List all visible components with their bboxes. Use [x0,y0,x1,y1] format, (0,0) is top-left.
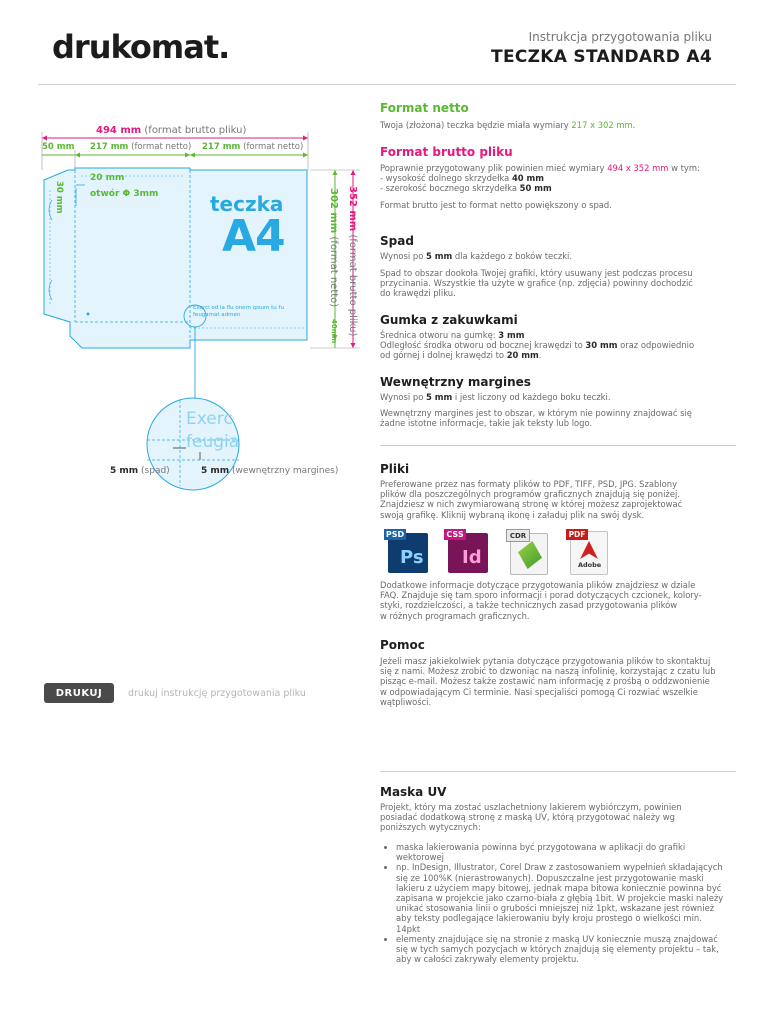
gumka-heading: Gumka z zakuwkami [380,313,518,327]
offset-20-label: 20 mm [90,173,125,183]
bottom-flap-label: 40mm [330,319,338,344]
header-divider [38,84,736,85]
brutto-height-note: (format brutto pliku) [347,234,358,337]
inner-margin-label [201,466,338,476]
list-item: • np. InDesign, Illustrator, Corel Draw z zastosowaniem wypełnień składających się ze 100%K (nierastrowanych). Dopuszczalne jest przygotowanie maski lakieru z użyciem mapy bitowej, jednak mapa bitowa koniecznie powinna być zapisana w projekcie jako czarno-biała z głębią 1bit. W projekcie maski należy unikać stosowania linii o grubości mniejszej niż 1pkt, wskazane jest również aby teksty podlegające lakierowaniu były kroju prostego o wielkości min. 14pkt [396,862,748,933]
format-brutto-note: Format brutto jest to format netto powiększony o spad. [380,200,612,210]
gumka-text: Średnica otworu na gumkę: 3 mm Odległość środka otworu od bocznej krawędzi to 30 mm oraz odpowiednio od górnej i dolnej krawędzi to 20 mm. [380,330,695,361]
netto-width-label-1 [90,142,191,152]
pliki-faq-text: Dodatkowe informacje dotyczące przygotowania plików znajdziesz w dziale FAQ. Znajduje się tam sporo informacji i porad dotyczących czcionek, kolory- styki, rozdzielczości, a także technicznych zasad przygotowania plików w różnych programach graficznych. [380,580,702,621]
format-brutto-heading: Format brutto pliku [380,145,513,159]
brutto-height-value: 352 mm [347,186,358,232]
print-note-link[interactable]: drukuj instrukcję przygotowania pliku [128,688,306,699]
drukomat-logo[interactable]: drukomat. [52,28,230,66]
netto-height-label [328,188,339,307]
inner-margin-sample-text: Exerci od la flu onem ipsum tu fu feugamat admen [193,305,284,318]
spad-description: Spad to obszar dookoła Twojej grafiki, który usuwany jest podczas procesu przycinania. Wszystkie tła użyte w grafice (np. zdjęcia) powinny dochodzić do krawędzi pliku. [380,268,693,299]
inner-margin-value: 5 mm [201,466,230,476]
pliki-text: Preferowane przez nas formaty plików to PDF, TIFF, PSD, JPG. Szablony plików dla poszczególnych programów graficznych znajdują się poniżej. Znajdziesz w nich zwymiarowaną stronę w której możesz zaprojektować swoją grafikę. Kliknij wybraną ikonę i załaduj plik na swój dysk. [380,479,683,520]
margines-description: Wewnętrzny margines jest to obszar, w którym nie powinny znajdować się żadne istotne informacje, takie jak teksty lub logo. [380,408,692,429]
brutto-width-note: (format brutto pliku) [144,125,247,136]
list-item: • maska lakierowania powinna być przygotowana w aplikacji do grafiki wektorowej [396,842,748,862]
pomoc-text: Jeżeli masz jakiekolwiek pytania dotyczące przygotowania plików to skontaktuj się z nami. Możesz zrobić to dzwoniąc na naszą infolinię, korzystając z czatu lub pisząc e-mail. Możesz także zostawić nam informację z prośbą o oddzwonienie w odpowiadającym Ci terminie. Nasi specjaliści pomogą Ci rozwiać wszelkie wątpliwości. [380,656,716,707]
spad-heading: Spad [380,234,414,248]
spad-label [110,466,170,476]
psd-template-icon[interactable]: PSD Ps [382,527,432,573]
section-divider-2 [380,771,736,772]
maska-heading: Maska UV [380,785,447,799]
format-netto-text: Twoja (złożona) teczka będzie miała wymiary 217 x 302 mm. [380,120,636,130]
zoom-text-2: feugia [186,432,240,452]
netto-width-note-2: (format netto) [243,142,304,152]
spad-value: 5 mm [110,466,139,476]
zoom-text-1: Exerc [186,409,233,429]
left-width-label: 50 mm [42,142,75,152]
netto-width-value-2: 217 mm [202,142,241,152]
folder-size: A4 [222,211,285,262]
brutto-width-label [96,125,246,136]
format-brutto-text: Poprawnie przygotowany plik powinien mieć wymiary 494 x 352 mm w tym: - wysokość dolnego skrzydełka 40 mm - szerokość bocznego skrzydełka 50 mm [380,163,700,194]
inner-margin-note: (wewnętrzny margines) [232,466,339,476]
print-button[interactable]: DRUKUJ [44,683,114,703]
section-divider-1 [380,445,736,446]
netto-height-note: (format netto) [328,236,339,308]
pliki-heading: Pliki [380,462,410,476]
cdr-template-icon[interactable]: CDR [504,527,554,573]
format-netto-heading: Format netto [380,101,469,115]
folder-word: teczka [210,192,284,216]
maska-guidelines-list [380,842,748,964]
margines-heading: Wewnętrzny margines [380,375,531,389]
netto-height-value: 302 mm [328,188,339,234]
brutto-width-value: 494 mm [96,125,142,136]
list-item: • elementy znajdujące się na stronie z maską UV koniecznie muszą znajdować się w tych samych pozycjach w których znajdują się elementy projektu – tak, aby w całości zakrywały elementy projektu. [396,934,748,965]
netto-width-label-2 [202,142,303,152]
netto-width-note-1: (format netto) [131,142,192,152]
header-subtitle: Instrukcja przygotowania pliku [528,30,712,44]
spad-note: (spad) [141,466,170,476]
template-icons [382,525,622,575]
maska-intro: Projekt, który ma zostać uszlachetniony lakierem wybiórczym, powinien posiadać dodatkową stronę z maską UV, którą przygotować należy wg poniższych wytycznych: [380,802,682,833]
header-title: TECZKA STANDARD A4 [491,47,712,67]
hole-label: otwór Φ 3mm [90,189,159,199]
side-flap-label: 30 mm [54,181,64,214]
spad-text: Wynosi po 5 mm dla każdego z boków teczki. [380,251,573,261]
pdf-template-icon[interactable]: PDF Adobe [564,527,614,573]
brutto-height-label [347,186,358,336]
pomoc-heading: Pomoc [380,638,425,652]
netto-width-value-1: 217 mm [90,142,129,152]
indesign-template-icon[interactable]: CSS Id [442,527,492,573]
margines-text: Wynosi po 5 mm i jest liczony od każdego boku teczki. [380,392,611,402]
